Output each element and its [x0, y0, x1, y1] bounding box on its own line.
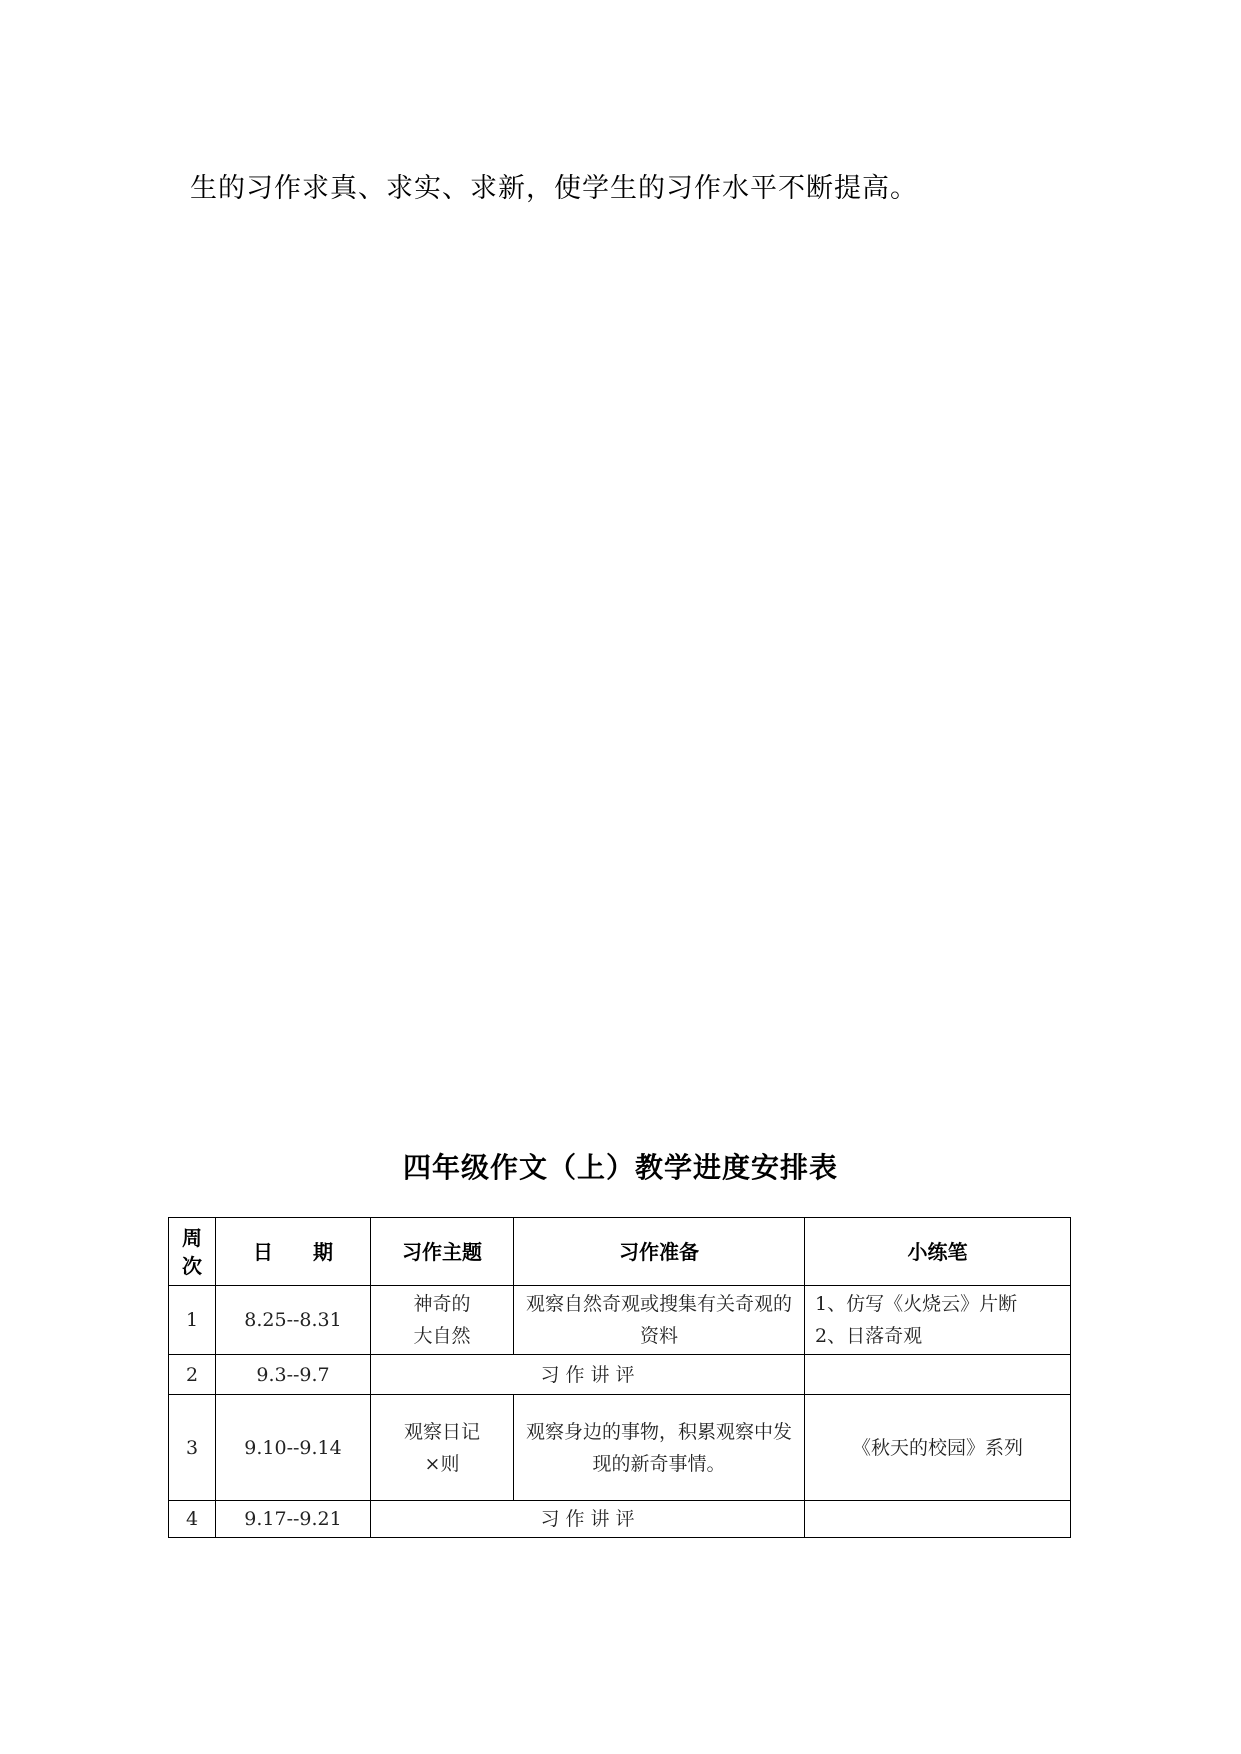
cell-week: 2 [169, 1355, 216, 1395]
header-date: 日 期 [216, 1218, 371, 1286]
schedule-title: 四年级作文（上）教学进度安排表 [402, 1151, 838, 1184]
cell-topic-line2: ×则 [424, 1452, 460, 1475]
cell-practice: 《秋天的校园》系列 [805, 1395, 1071, 1501]
cell-merged-review: 习 作 讲 评 [371, 1355, 805, 1395]
cell-topic-line1: 观察日记 [403, 1420, 480, 1443]
cell-practice [805, 1286, 1071, 1355]
cell-practice-line2: 2、日落奇观 [815, 1325, 923, 1347]
intro-paragraph-line: 生的习作求真、求实、求新，使学生的习作水平不断提高。 [190, 173, 918, 204]
cell-date: 8.25--8.31 [216, 1286, 371, 1355]
cell-preparation: 观察身边的事物，积累观察中发现的新奇事情。 [514, 1395, 805, 1501]
cell-practice [805, 1355, 1071, 1395]
cell-preparation: 观察自然奇观或搜集有关奇观的资料 [514, 1286, 805, 1355]
table-row [169, 1395, 1071, 1501]
table-header-row [169, 1218, 1071, 1286]
cell-date: 9.3--9.7 [216, 1355, 371, 1395]
header-week-line1: 周 [182, 1225, 202, 1250]
table-row [169, 1501, 1071, 1538]
cell-date: 9.10--9.14 [216, 1395, 371, 1501]
header-practice: 小练笔 [805, 1218, 1071, 1286]
header-topic: 习作主题 [371, 1218, 514, 1286]
header-preparation: 习作准备 [514, 1218, 805, 1286]
header-week-line2: 次 [182, 1253, 202, 1278]
cell-practice [805, 1501, 1071, 1538]
cell-date: 9.17--9.21 [216, 1501, 371, 1538]
cell-week: 4 [169, 1501, 216, 1538]
cell-topic [371, 1395, 514, 1501]
cell-topic-line1: 神奇的 [413, 1293, 471, 1315]
cell-week: 1 [169, 1286, 216, 1355]
cell-topic [371, 1286, 514, 1355]
cell-topic-line2: 大自然 [413, 1325, 471, 1347]
schedule-table [168, 1217, 1071, 1538]
table-row [169, 1355, 1071, 1395]
cell-practice-line1: 1、仿写《火烧云》片断 [815, 1293, 1018, 1315]
table-row [169, 1286, 1071, 1355]
cell-merged-review: 习 作 讲 评 [371, 1501, 805, 1538]
cell-week: 3 [169, 1395, 216, 1501]
header-week [169, 1218, 216, 1286]
